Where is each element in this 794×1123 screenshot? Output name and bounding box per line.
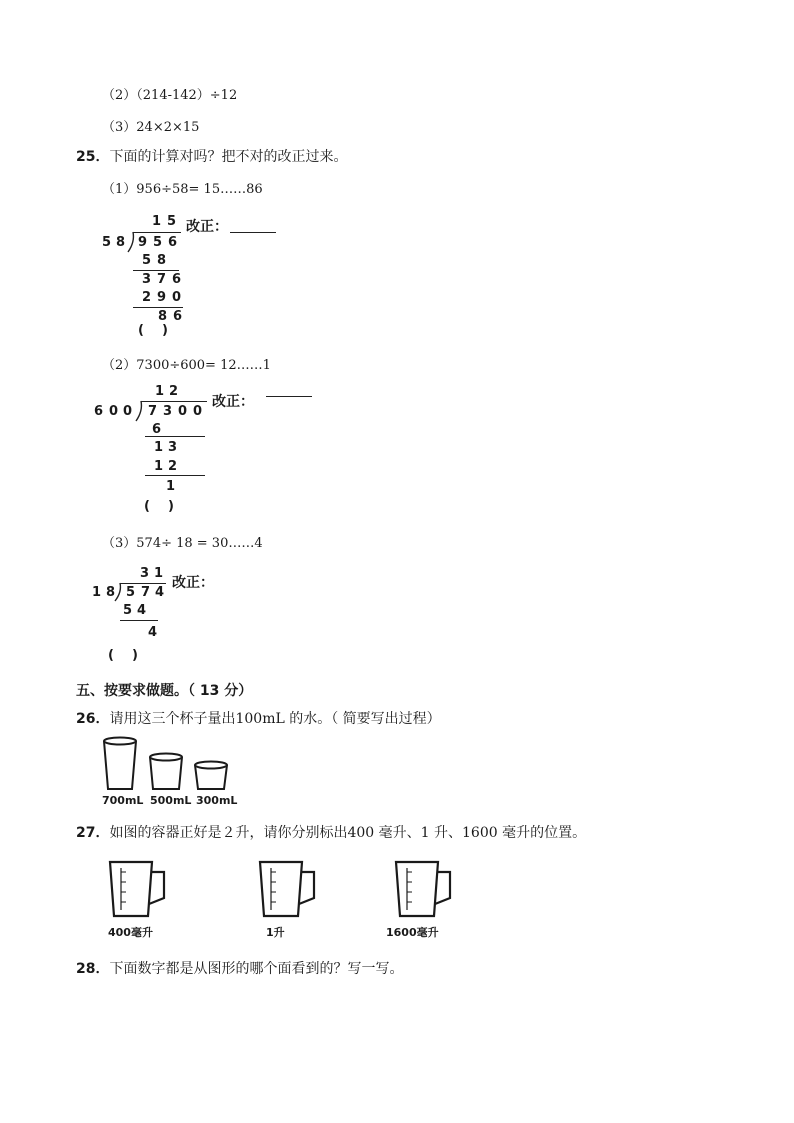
jug-label-1600: 1600毫升 [386,926,439,939]
ld2-judgement-parens[interactable]: ( ) [144,499,174,514]
ld3-quotient-digit: 3 [139,566,150,581]
ld1-step-digit: 0 [171,290,182,305]
q24-item-3: （3）24×2×15 [102,120,200,135]
ld3-remainder-digit: 4 [147,625,158,640]
ld3-dividend-digit: 5 [125,585,136,600]
ld3-step-digit: 4 [136,603,147,618]
ld3-dividend-digit: 7 [140,585,151,600]
cup-700ml-icon [104,738,136,790]
ld2-step-digit: 2 [167,459,178,474]
q28-title [76,958,403,978]
cup-500ml-icon [150,754,182,790]
q24-item-2: （2）（214-142）÷12 [102,88,238,103]
ld1-divisor-digit: 5 [101,235,112,250]
ld2-fix-label: 改正： [212,394,254,410]
measuring-jug-3-icon [390,858,460,920]
ld2-step-digit: 6 [151,422,162,437]
ld2-rule [145,436,205,437]
q26-title [76,708,441,728]
q25-title [76,146,347,166]
ld3-quotient-digit: 1 [153,566,164,581]
ld1-step-digit: 8 [156,253,167,268]
ld2-step-digit: 1 [153,459,164,474]
ld1-quotient-digit: 5 [166,214,177,229]
ld1-divisor-digit: 8 [115,235,126,250]
jug-label-1l: 1升 [266,926,285,939]
ld2-answer-line[interactable] [266,396,312,397]
cup-label-500: 500mL [150,794,192,807]
q28-text: 下面数字都是从图形的哪个面看到的？写一写。 [109,961,404,977]
ld3-divisor-digit: 8 [105,585,116,600]
ld1-dividend-digit: 5 [152,235,163,250]
ld2-dividend-digit: 0 [192,404,203,419]
ld2-dividend-digit: 3 [162,404,173,419]
ld1-step-digit: 3 [141,272,152,287]
jug-label-400: 400毫升 [108,926,153,939]
ld1-vinculum [133,232,181,233]
ld1-dividend-digit: 6 [167,235,178,250]
ld2-quotient-digit: 1 [154,384,165,399]
ld1-judgement-parens[interactable]: ( ) [138,323,168,338]
ld2-rule [145,475,205,476]
q26-text: 请用这三个杯子量出100mL 的水。（ 简要写出过程） [109,711,441,727]
measuring-jug-2-icon [254,858,324,920]
ld1-rule [133,270,179,271]
ld2-step-digit: 3 [167,440,178,455]
ld1-dividend-digit: 9 [137,235,148,250]
ld2-vinculum [141,401,207,402]
q25-number: 25． [76,149,110,165]
ld1-step-digit: 6 [171,272,182,287]
measuring-jug-1-icon [104,858,174,920]
cup-label-300: 300mL [196,794,238,807]
ld2-remainder-digit: 1 [165,479,176,494]
q25-text: 下面的计算对吗？把不对的改正过来。 [109,149,348,165]
ld1-division-bracket [126,231,136,253]
ld2-divisor-digit: 0 [122,404,133,419]
ld2-step-digit: 1 [153,440,164,455]
q25-part3-equation: （3）574÷ 18 = 30……4 [102,536,263,551]
ld2-divisor-digit: 6 [93,404,104,419]
ld1-step-digit: 5 [141,253,152,268]
ld1-step-digit: 7 [156,272,167,287]
cup-label-700: 700mL [102,794,144,807]
ld1-quotient-digit: 1 [151,214,162,229]
ld3-vinculum [120,583,166,584]
ld2-division-bracket [134,400,144,422]
ld2-dividend-digit: 0 [177,404,188,419]
ld1-step-digit: 2 [141,290,152,305]
ld2-divisor-digit: 0 [108,404,119,419]
ld3-fix-label: 改正： [172,575,214,591]
section-5-title: 五、按要求做题。（ 13 分） [76,683,253,699]
ld3-step-digit: 5 [122,603,133,618]
ld2-quotient-digit: 2 [168,384,179,399]
q25-part1-equation: （1）956÷58= 15……86 [102,182,263,197]
q27-text: 如图的容器正好是２升，请你分别标出400 毫升、1 升、1600 毫升的位置。 [109,825,587,841]
ld3-dividend-digit: 4 [154,585,165,600]
ld1-step-digit: 9 [156,290,167,305]
ld3-rule [120,620,158,621]
ld3-judgement-parens[interactable]: ( ) [108,648,138,663]
ld1-rule [133,307,183,308]
ld3-divisor-digit: 1 [91,585,102,600]
ld1-answer-line[interactable] [230,232,276,233]
ld1-remainder-digit: 8 [157,309,168,324]
q27-number: 27． [76,825,110,841]
q26-number: 26． [76,711,110,727]
cup-300ml-icon [195,762,227,790]
cups-illustration [100,735,240,793]
q28-number: 28． [76,961,110,977]
ld2-dividend-digit: 7 [147,404,158,419]
q27-title [76,822,586,842]
ld1-remainder-digit: 6 [172,309,183,324]
q25-part2-equation: （2）7300÷600= 12……1 [102,358,271,373]
ld1-fix-label: 改正： [186,219,228,235]
